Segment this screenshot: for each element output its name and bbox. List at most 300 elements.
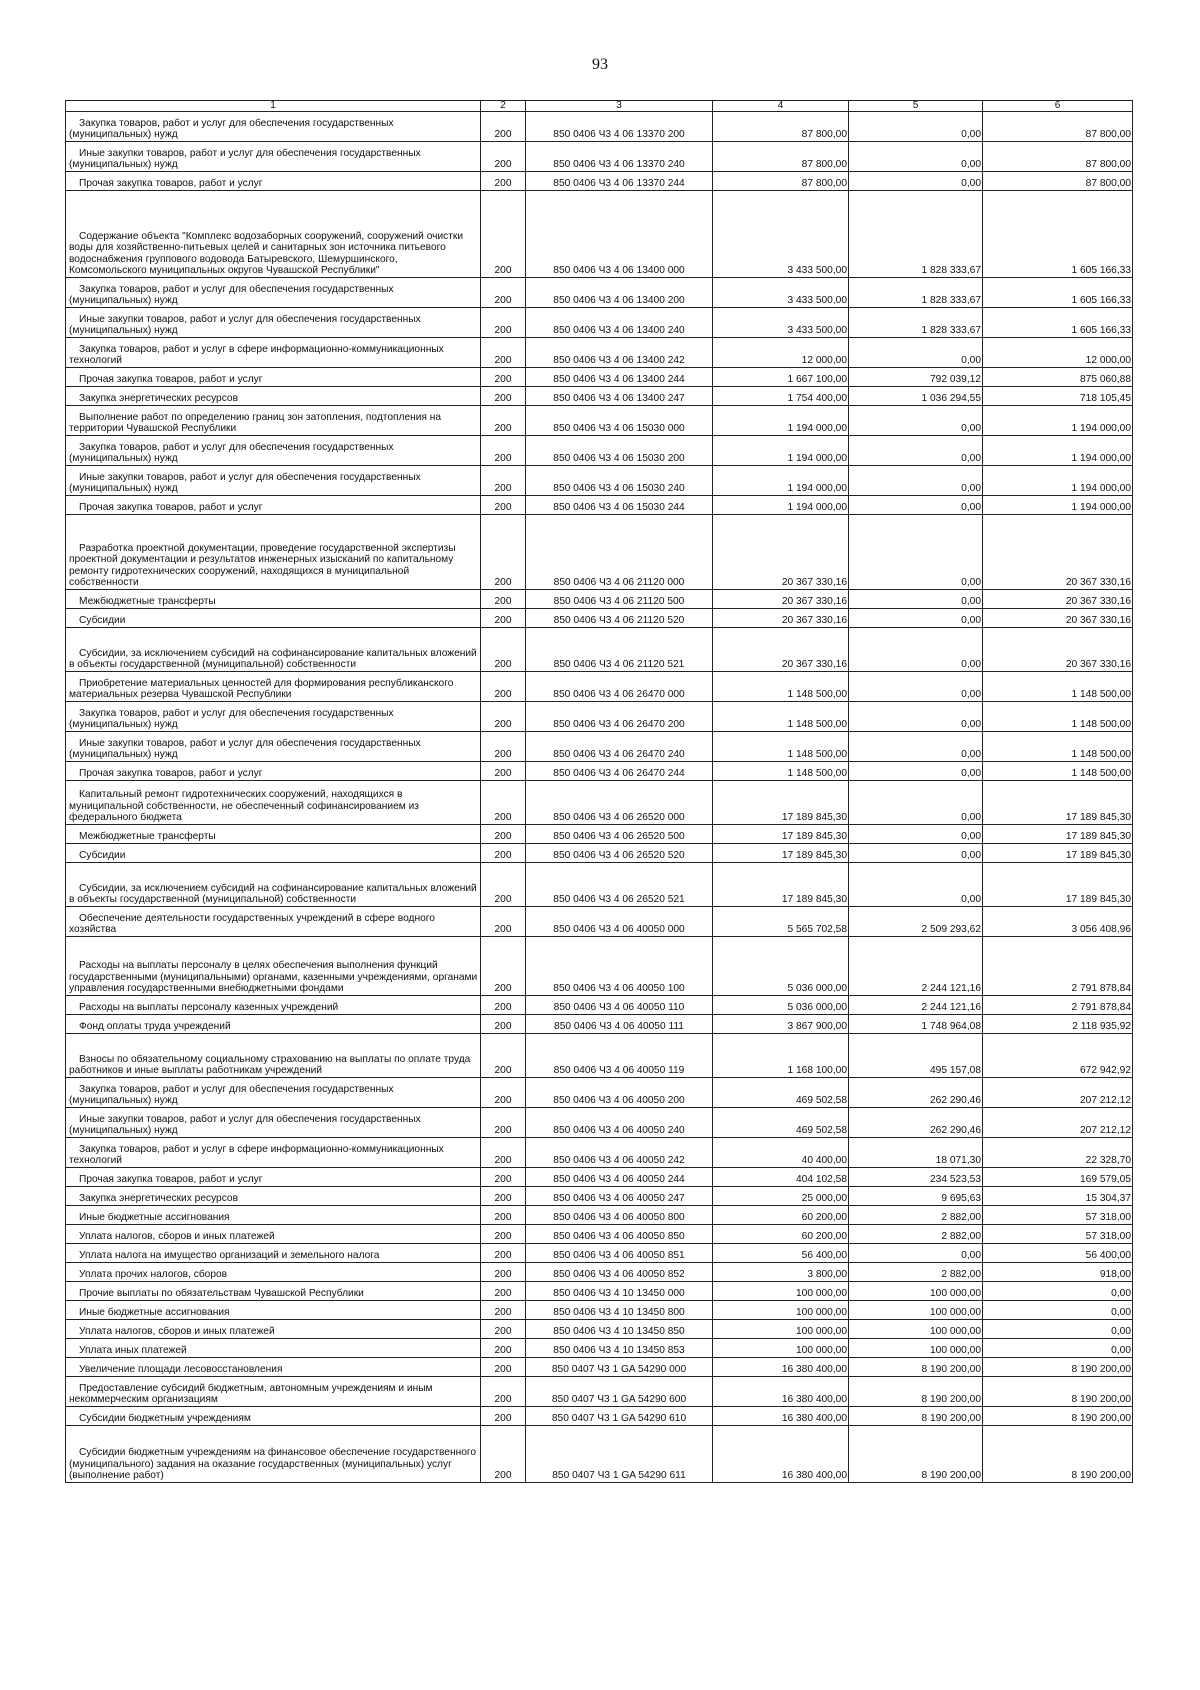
row-value5-cell: 0,00 <box>849 825 983 844</box>
row-value4-cell: 5 036 000,00 <box>713 937 849 996</box>
table-row <box>66 1034 1133 1078</box>
row-value4-cell: 100 000,00 <box>713 1301 849 1320</box>
column-header: 5 <box>849 101 983 112</box>
budget-table <box>65 100 1133 1483</box>
row-kod-cell: 200 <box>481 1426 526 1483</box>
row-value5-cell: 792 039,12 <box>849 368 983 387</box>
row-kod-cell: 200 <box>481 937 526 996</box>
row-code-cell: 850 0406 Ч3 4 06 26520 520 <box>526 844 713 863</box>
row-value6-cell: 0,00 <box>983 1339 1133 1358</box>
row-value6-cell: 207 212,12 <box>983 1078 1133 1108</box>
header-row <box>66 101 1133 112</box>
row-kod-cell: 200 <box>481 1225 526 1244</box>
row-kod-cell: 200 <box>481 368 526 387</box>
row-value4-cell: 16 380 400,00 <box>713 1407 849 1426</box>
row-name-cell <box>66 1377 481 1407</box>
table-row <box>66 278 1133 308</box>
row-value4-cell: 100 000,00 <box>713 1282 849 1301</box>
table-row <box>66 996 1133 1015</box>
table-row <box>66 112 1133 142</box>
row-kod-cell: 200 <box>481 781 526 825</box>
row-value6-cell: 87 800,00 <box>983 112 1133 142</box>
row-name-cell <box>66 1108 481 1138</box>
row-value5-cell: 2 882,00 <box>849 1225 983 1244</box>
table-row <box>66 515 1133 590</box>
budget-table-container <box>65 100 1133 1483</box>
row-value6-cell: 20 367 330,16 <box>983 628 1133 672</box>
row-value4-cell: 1 194 000,00 <box>713 496 849 515</box>
row-code-cell: 850 0406 Ч3 4 06 40050 851 <box>526 1244 713 1263</box>
row-kod-cell: 200 <box>481 1015 526 1034</box>
row-kod-cell: 200 <box>481 1168 526 1187</box>
row-code-cell: 850 0406 Ч3 4 06 21120 521 <box>526 628 713 672</box>
row-code-cell: 850 0406 Ч3 4 06 40050 240 <box>526 1108 713 1138</box>
row-code-cell: 850 0406 Ч3 4 06 15030 240 <box>526 466 713 496</box>
row-value4-cell: 1 168 100,00 <box>713 1034 849 1078</box>
row-name-cell <box>66 609 481 628</box>
row-kod-cell: 200 <box>481 1301 526 1320</box>
row-code-cell: 850 0406 Ч3 4 06 15030 200 <box>526 436 713 466</box>
row-value5-cell: 100 000,00 <box>849 1339 983 1358</box>
row-value4-cell: 1 148 500,00 <box>713 702 849 732</box>
row-code-cell: 850 0406 Ч3 4 10 13450 000 <box>526 1282 713 1301</box>
row-value6-cell: 8 190 200,00 <box>983 1377 1133 1407</box>
row-name-cell <box>66 1015 481 1034</box>
row-code-cell: 850 0406 Ч3 4 06 40050 242 <box>526 1138 713 1168</box>
row-value4-cell: 25 000,00 <box>713 1187 849 1206</box>
page-number: 93 <box>592 56 608 73</box>
row-name-text: Уплата налогов, сборов и иных платежей <box>79 1231 275 1243</box>
row-kod-cell: 200 <box>481 1358 526 1377</box>
table-row <box>66 863 1133 907</box>
row-value5-cell: 0,00 <box>849 436 983 466</box>
row-code-cell: 850 0406 Ч3 4 06 40050 119 <box>526 1034 713 1078</box>
table-row <box>66 1301 1133 1320</box>
table-row <box>66 1358 1133 1377</box>
row-value5-cell: 1 748 964,08 <box>849 1015 983 1034</box>
row-value5-cell: 0,00 <box>849 142 983 172</box>
row-value4-cell: 1 754 400,00 <box>713 387 849 406</box>
row-name-cell <box>66 1206 481 1225</box>
table-row <box>66 1244 1133 1263</box>
row-kod-cell: 200 <box>481 1187 526 1206</box>
row-kod-cell: 200 <box>481 515 526 590</box>
table-row <box>66 590 1133 609</box>
row-value5-cell: 495 157,08 <box>849 1034 983 1078</box>
row-value6-cell: 12 000,00 <box>983 338 1133 368</box>
row-value4-cell: 5 565 702,58 <box>713 907 849 937</box>
row-value6-cell: 8 190 200,00 <box>983 1426 1133 1483</box>
row-value5-cell: 0,00 <box>849 628 983 672</box>
row-code-cell: 850 0406 Ч3 4 06 26520 521 <box>526 863 713 907</box>
row-value6-cell: 20 367 330,16 <box>983 590 1133 609</box>
row-name-text: Субсидии, за исключением субсидий на софинансирование капитальных вложений в объекты государственной (муниципальной) собственности <box>69 647 477 671</box>
table-row <box>66 1426 1133 1483</box>
table-row <box>66 1320 1133 1339</box>
row-name-cell <box>66 1358 481 1377</box>
row-value4-cell: 87 800,00 <box>713 112 849 142</box>
row-name-cell <box>66 825 481 844</box>
row-name-cell <box>66 1339 481 1358</box>
row-value5-cell: 0,00 <box>849 406 983 436</box>
column-header: 1 <box>66 101 481 112</box>
row-name-cell <box>66 1426 481 1483</box>
row-value6-cell: 0,00 <box>983 1301 1133 1320</box>
row-name-cell <box>66 996 481 1015</box>
row-kod-cell: 200 <box>481 172 526 191</box>
table-row <box>66 338 1133 368</box>
row-value6-cell: 17 189 845,30 <box>983 844 1133 863</box>
table-row <box>66 1138 1133 1168</box>
row-name-text: Межбюджетные трансферты <box>79 831 216 843</box>
row-code-cell: 850 0406 Ч3 4 10 13450 850 <box>526 1320 713 1339</box>
table-row <box>66 628 1133 672</box>
row-value6-cell: 1 148 500,00 <box>983 732 1133 762</box>
row-value4-cell: 17 189 845,30 <box>713 825 849 844</box>
row-name-cell <box>66 1263 481 1282</box>
row-name-text: Закупка энергетических ресурсов <box>79 393 239 405</box>
row-name-cell <box>66 762 481 781</box>
row-value4-cell: 3 800,00 <box>713 1263 849 1282</box>
row-kod-cell: 200 <box>481 590 526 609</box>
row-code-cell: 850 0406 Ч3 4 06 40050 000 <box>526 907 713 937</box>
table-row <box>66 142 1133 172</box>
row-name-text: Уплата налогов, сборов и иных платежей <box>79 1326 275 1338</box>
table-row <box>66 781 1133 825</box>
row-name-text: Увеличение площади лесовосстановления <box>79 1364 283 1376</box>
row-name-text: Обеспечение деятельности государственных учреждений в сфере водного хозяйства <box>69 912 435 936</box>
row-value4-cell: 3 433 500,00 <box>713 278 849 308</box>
row-value4-cell: 5 036 000,00 <box>713 996 849 1015</box>
row-value5-cell: 2 882,00 <box>849 1206 983 1225</box>
row-value5-cell: 0,00 <box>849 112 983 142</box>
row-kod-cell: 200 <box>481 308 526 338</box>
row-name-text: Прочая закупка товаров, работ и услуг <box>79 1174 263 1186</box>
table-row <box>66 672 1133 702</box>
row-kod-cell: 200 <box>481 406 526 436</box>
table-row <box>66 1168 1133 1187</box>
row-value4-cell: 1 148 500,00 <box>713 672 849 702</box>
row-kod-cell: 200 <box>481 1282 526 1301</box>
row-name-text: Уплата иных платежей <box>79 1345 187 1357</box>
row-kod-cell: 200 <box>481 112 526 142</box>
table-row <box>66 406 1133 436</box>
table-row <box>66 436 1133 466</box>
row-kod-cell: 200 <box>481 863 526 907</box>
row-name-text: Закупка товаров, работ и услуг в сфере информационно-коммуникационных технологий <box>69 343 444 367</box>
row-name-text: Субсидии, за исключением субсидий на софинансирование капитальных вложений в объекты государственной (муниципальной) собственности <box>69 882 477 906</box>
row-code-cell: 850 0406 Ч3 4 06 21120 500 <box>526 590 713 609</box>
table-row <box>66 387 1133 406</box>
row-name-cell <box>66 1301 481 1320</box>
row-name-text: Прочая закупка товаров, работ и услуг <box>79 502 263 514</box>
row-name-text: Закупка товаров, работ и услуг для обеспечения государственных (муниципальных) нужд <box>69 283 394 307</box>
row-value6-cell: 918,00 <box>983 1263 1133 1282</box>
row-name-cell <box>66 172 481 191</box>
table-row <box>66 702 1133 732</box>
table-row <box>66 1225 1133 1244</box>
row-kod-cell: 200 <box>481 825 526 844</box>
row-name-cell <box>66 732 481 762</box>
table-row <box>66 1108 1133 1138</box>
row-name-text: Закупка товаров, работ и услуг для обеспечения государственных (муниципальных) нужд <box>69 707 394 731</box>
row-value4-cell: 1 148 500,00 <box>713 732 849 762</box>
row-value5-cell: 8 190 200,00 <box>849 1407 983 1426</box>
row-value6-cell: 875 060,88 <box>983 368 1133 387</box>
row-value4-cell: 100 000,00 <box>713 1339 849 1358</box>
row-name-cell <box>66 863 481 907</box>
row-kod-cell: 200 <box>481 702 526 732</box>
row-value5-cell: 234 523,53 <box>849 1168 983 1187</box>
row-code-cell: 850 0406 Ч3 4 06 40050 111 <box>526 1015 713 1034</box>
table-row <box>66 172 1133 191</box>
row-code-cell: 850 0406 Ч3 4 06 15030 244 <box>526 496 713 515</box>
row-kod-cell: 200 <box>481 1320 526 1339</box>
row-name-text: Прочая закупка товаров, работ и услуг <box>79 768 263 780</box>
row-name-text: Иные бюджетные ассигнования <box>79 1212 230 1224</box>
table-row <box>66 732 1133 762</box>
row-name-cell <box>66 1078 481 1108</box>
table-body <box>66 112 1133 1483</box>
row-value4-cell: 3 433 500,00 <box>713 191 849 278</box>
row-value4-cell: 1 667 100,00 <box>713 368 849 387</box>
row-name-text: Выполнение работ по определению границ зон затопления, подтопления на территории Чувашской Республики <box>69 411 442 435</box>
row-value5-cell: 8 190 200,00 <box>849 1358 983 1377</box>
row-kod-cell: 200 <box>481 387 526 406</box>
table-row <box>66 762 1133 781</box>
row-kod-cell: 200 <box>481 907 526 937</box>
row-kod-cell: 200 <box>481 1078 526 1108</box>
row-code-cell: 850 0406 Ч3 4 06 15030 000 <box>526 406 713 436</box>
row-value5-cell: 0,00 <box>849 466 983 496</box>
row-name-text: Закупка товаров, работ и услуг для обеспечения государственных (муниципальных) нужд <box>69 1083 394 1107</box>
row-code-cell: 850 0406 Ч3 4 06 26470 200 <box>526 702 713 732</box>
row-value6-cell: 1 148 500,00 <box>983 702 1133 732</box>
row-value5-cell: 2 244 121,16 <box>849 996 983 1015</box>
row-kod-cell: 200 <box>481 1377 526 1407</box>
row-name-cell <box>66 308 481 338</box>
row-name-text: Субсидии <box>79 615 126 627</box>
row-name-cell <box>66 1320 481 1339</box>
row-code-cell: 850 0406 Ч3 4 06 13400 242 <box>526 338 713 368</box>
row-name-text: Субсидии бюджетным учреждениям на финансовое обеспечение государственного (муниципального) задания на оказание государственных (муниципальных) услуг (выполнение работ) <box>69 1447 477 1482</box>
row-name-text: Иные закупки товаров, работ и услуг для обеспечения государственных (муниципальных) нужд <box>69 737 421 761</box>
row-code-cell: 850 0407 Ч3 1 GA 54290 000 <box>526 1358 713 1377</box>
row-code-cell: 850 0406 Ч3 4 06 13370 240 <box>526 142 713 172</box>
row-value4-cell: 60 200,00 <box>713 1225 849 1244</box>
row-name-text: Иные бюджетные ассигнования <box>79 1307 230 1319</box>
row-value4-cell: 3 433 500,00 <box>713 308 849 338</box>
row-value6-cell: 1 605 166,33 <box>983 278 1133 308</box>
row-name-text: Иные закупки товаров, работ и услуг для обеспечения государственных (муниципальных) нужд <box>69 147 421 171</box>
row-code-cell: 850 0406 Ч3 4 06 26520 500 <box>526 825 713 844</box>
row-value4-cell: 16 380 400,00 <box>713 1358 849 1377</box>
column-header: 3 <box>526 101 713 112</box>
row-value5-cell: 1 828 333,67 <box>849 191 983 278</box>
row-value6-cell: 2 791 878,84 <box>983 937 1133 996</box>
row-code-cell: 850 0406 Ч3 4 06 40050 244 <box>526 1168 713 1187</box>
row-value5-cell: 1 036 294,55 <box>849 387 983 406</box>
row-code-cell: 850 0407 Ч3 1 GA 54290 610 <box>526 1407 713 1426</box>
row-code-cell: 850 0406 Ч3 4 06 26520 000 <box>526 781 713 825</box>
row-name-text: Уплата налога на имущество организаций и земельного налога <box>79 1250 380 1262</box>
table-row <box>66 308 1133 338</box>
row-value6-cell: 8 190 200,00 <box>983 1407 1133 1426</box>
row-value5-cell: 0,00 <box>849 762 983 781</box>
row-value6-cell: 1 194 000,00 <box>983 436 1133 466</box>
row-value5-cell: 0,00 <box>849 609 983 628</box>
row-value4-cell: 40 400,00 <box>713 1138 849 1168</box>
table-row <box>66 1206 1133 1225</box>
row-value6-cell: 17 189 845,30 <box>983 825 1133 844</box>
table-row <box>66 825 1133 844</box>
row-value6-cell: 207 212,12 <box>983 1108 1133 1138</box>
row-value6-cell: 57 318,00 <box>983 1206 1133 1225</box>
row-name-cell <box>66 1187 481 1206</box>
row-name-text: Иные закупки товаров, работ и услуг для обеспечения государственных (муниципальных) нужд <box>69 1113 421 1137</box>
row-code-cell: 850 0406 Ч3 4 06 40050 247 <box>526 1187 713 1206</box>
row-name-cell <box>66 466 481 496</box>
row-kod-cell: 200 <box>481 496 526 515</box>
row-value6-cell: 2 791 878,84 <box>983 996 1133 1015</box>
table-row <box>66 496 1133 515</box>
row-value4-cell: 60 200,00 <box>713 1206 849 1225</box>
table-header <box>66 101 1133 112</box>
row-code-cell: 850 0406 Ч3 4 06 40050 200 <box>526 1078 713 1108</box>
row-value6-cell: 0,00 <box>983 1282 1133 1301</box>
row-value5-cell: 9 695,63 <box>849 1187 983 1206</box>
row-name-text: Субсидии <box>79 850 126 862</box>
table-row <box>66 1339 1133 1358</box>
row-value6-cell: 1 605 166,33 <box>983 191 1133 278</box>
row-kod-cell: 200 <box>481 436 526 466</box>
row-value5-cell: 0,00 <box>849 781 983 825</box>
row-value5-cell: 262 290,46 <box>849 1078 983 1108</box>
row-name-text: Закупка товаров, работ и услуг для обеспечения государственных (муниципальных) нужд <box>69 117 394 141</box>
row-value6-cell: 87 800,00 <box>983 172 1133 191</box>
row-name-cell <box>66 781 481 825</box>
row-code-cell: 850 0407 Ч3 1 GA 54290 600 <box>526 1377 713 1407</box>
row-name-cell <box>66 112 481 142</box>
row-value6-cell: 1 148 500,00 <box>983 672 1133 702</box>
row-code-cell: 850 0406 Ч3 4 06 13370 244 <box>526 172 713 191</box>
row-kod-cell: 200 <box>481 1407 526 1426</box>
row-code-cell: 850 0406 Ч3 4 06 13400 000 <box>526 191 713 278</box>
row-value4-cell: 469 502,58 <box>713 1108 849 1138</box>
row-value6-cell: 22 328,70 <box>983 1138 1133 1168</box>
row-value4-cell: 20 367 330,16 <box>713 609 849 628</box>
row-kod-cell: 200 <box>481 1206 526 1225</box>
row-value4-cell: 469 502,58 <box>713 1078 849 1108</box>
row-kod-cell: 200 <box>481 1263 526 1282</box>
row-value6-cell: 20 367 330,16 <box>983 609 1133 628</box>
table-row <box>66 1078 1133 1108</box>
row-value5-cell: 2 244 121,16 <box>849 937 983 996</box>
table-row <box>66 466 1133 496</box>
row-code-cell: 850 0407 Ч3 1 GA 54290 611 <box>526 1426 713 1483</box>
table-row <box>66 937 1133 996</box>
row-code-cell: 850 0406 Ч3 4 10 13450 800 <box>526 1301 713 1320</box>
row-kod-cell: 200 <box>481 1108 526 1138</box>
row-name-text: Закупка товаров, работ и услуг для обеспечения государственных (муниципальных) нужд <box>69 441 394 465</box>
table-row <box>66 1407 1133 1426</box>
row-code-cell: 850 0406 Ч3 4 06 40050 110 <box>526 996 713 1015</box>
row-code-cell: 850 0406 Ч3 4 06 26470 244 <box>526 762 713 781</box>
row-value4-cell: 100 000,00 <box>713 1320 849 1339</box>
row-name-text: Взносы по обязательному социальному страхованию на выплаты по оплате труда работников и иные выплаты работникам учреждений <box>69 1053 471 1077</box>
row-name-cell <box>66 1244 481 1263</box>
row-name-text: Фонд оплаты труда учреждений <box>79 1021 231 1033</box>
row-value5-cell: 0,00 <box>849 672 983 702</box>
row-kod-cell: 200 <box>481 142 526 172</box>
row-code-cell: 850 0406 Ч3 4 06 40050 800 <box>526 1206 713 1225</box>
row-name-cell <box>66 515 481 590</box>
row-name-cell <box>66 191 481 278</box>
row-value5-cell: 18 071,30 <box>849 1138 983 1168</box>
row-value6-cell: 17 189 845,30 <box>983 781 1133 825</box>
row-value5-cell: 0,00 <box>849 590 983 609</box>
column-header: 2 <box>481 101 526 112</box>
column-header: 4 <box>713 101 849 112</box>
row-value4-cell: 404 102,58 <box>713 1168 849 1187</box>
row-kod-cell: 200 <box>481 609 526 628</box>
row-value6-cell: 15 304,37 <box>983 1187 1133 1206</box>
row-name-text: Прочие выплаты по обязательствам Чувашской Республики <box>79 1288 364 1300</box>
row-value5-cell: 0,00 <box>849 338 983 368</box>
row-kod-cell: 200 <box>481 628 526 672</box>
row-value4-cell: 12 000,00 <box>713 338 849 368</box>
row-name-text: Прочая закупка товаров, работ и услуг <box>79 374 263 386</box>
row-value6-cell: 56 400,00 <box>983 1244 1133 1263</box>
row-name-text: Закупка энергетических ресурсов <box>79 1193 239 1205</box>
row-kod-cell: 200 <box>481 1034 526 1078</box>
row-name-cell <box>66 496 481 515</box>
row-value4-cell: 56 400,00 <box>713 1244 849 1263</box>
row-name-cell <box>66 406 481 436</box>
row-value4-cell: 3 867 900,00 <box>713 1015 849 1034</box>
row-value6-cell: 17 189 845,30 <box>983 863 1133 907</box>
row-value4-cell: 87 800,00 <box>713 172 849 191</box>
row-code-cell: 850 0406 Ч3 4 06 21120 000 <box>526 515 713 590</box>
row-value4-cell: 20 367 330,16 <box>713 590 849 609</box>
row-kod-cell: 200 <box>481 1138 526 1168</box>
table-row <box>66 368 1133 387</box>
row-value4-cell: 1 194 000,00 <box>713 436 849 466</box>
row-value5-cell: 8 190 200,00 <box>849 1377 983 1407</box>
row-name-text: Иные закупки товаров, работ и услуг для обеспечения государственных (муниципальных) нужд <box>69 313 421 337</box>
row-name-cell <box>66 628 481 672</box>
row-code-cell: 850 0406 Ч3 4 06 26470 000 <box>526 672 713 702</box>
table-row <box>66 1263 1133 1282</box>
table-row <box>66 1282 1133 1301</box>
row-code-cell: 850 0406 Ч3 4 06 13400 200 <box>526 278 713 308</box>
row-name-text: Иные закупки товаров, работ и услуг для обеспечения государственных (муниципальных) нужд <box>69 471 421 495</box>
row-value5-cell: 100 000,00 <box>849 1320 983 1339</box>
row-value5-cell: 2 509 293,62 <box>849 907 983 937</box>
row-code-cell: 850 0406 Ч3 4 06 26470 240 <box>526 732 713 762</box>
row-name-cell <box>66 1407 481 1426</box>
row-value6-cell: 169 579,05 <box>983 1168 1133 1187</box>
row-value5-cell: 1 828 333,67 <box>849 308 983 338</box>
row-value5-cell: 0,00 <box>849 1244 983 1263</box>
row-code-cell: 850 0406 Ч3 4 06 13400 247 <box>526 387 713 406</box>
row-name-cell <box>66 702 481 732</box>
row-kod-cell: 200 <box>481 1244 526 1263</box>
row-value6-cell: 672 942,92 <box>983 1034 1133 1078</box>
row-name-cell <box>66 1225 481 1244</box>
row-name-cell <box>66 1168 481 1187</box>
row-name-cell <box>66 672 481 702</box>
